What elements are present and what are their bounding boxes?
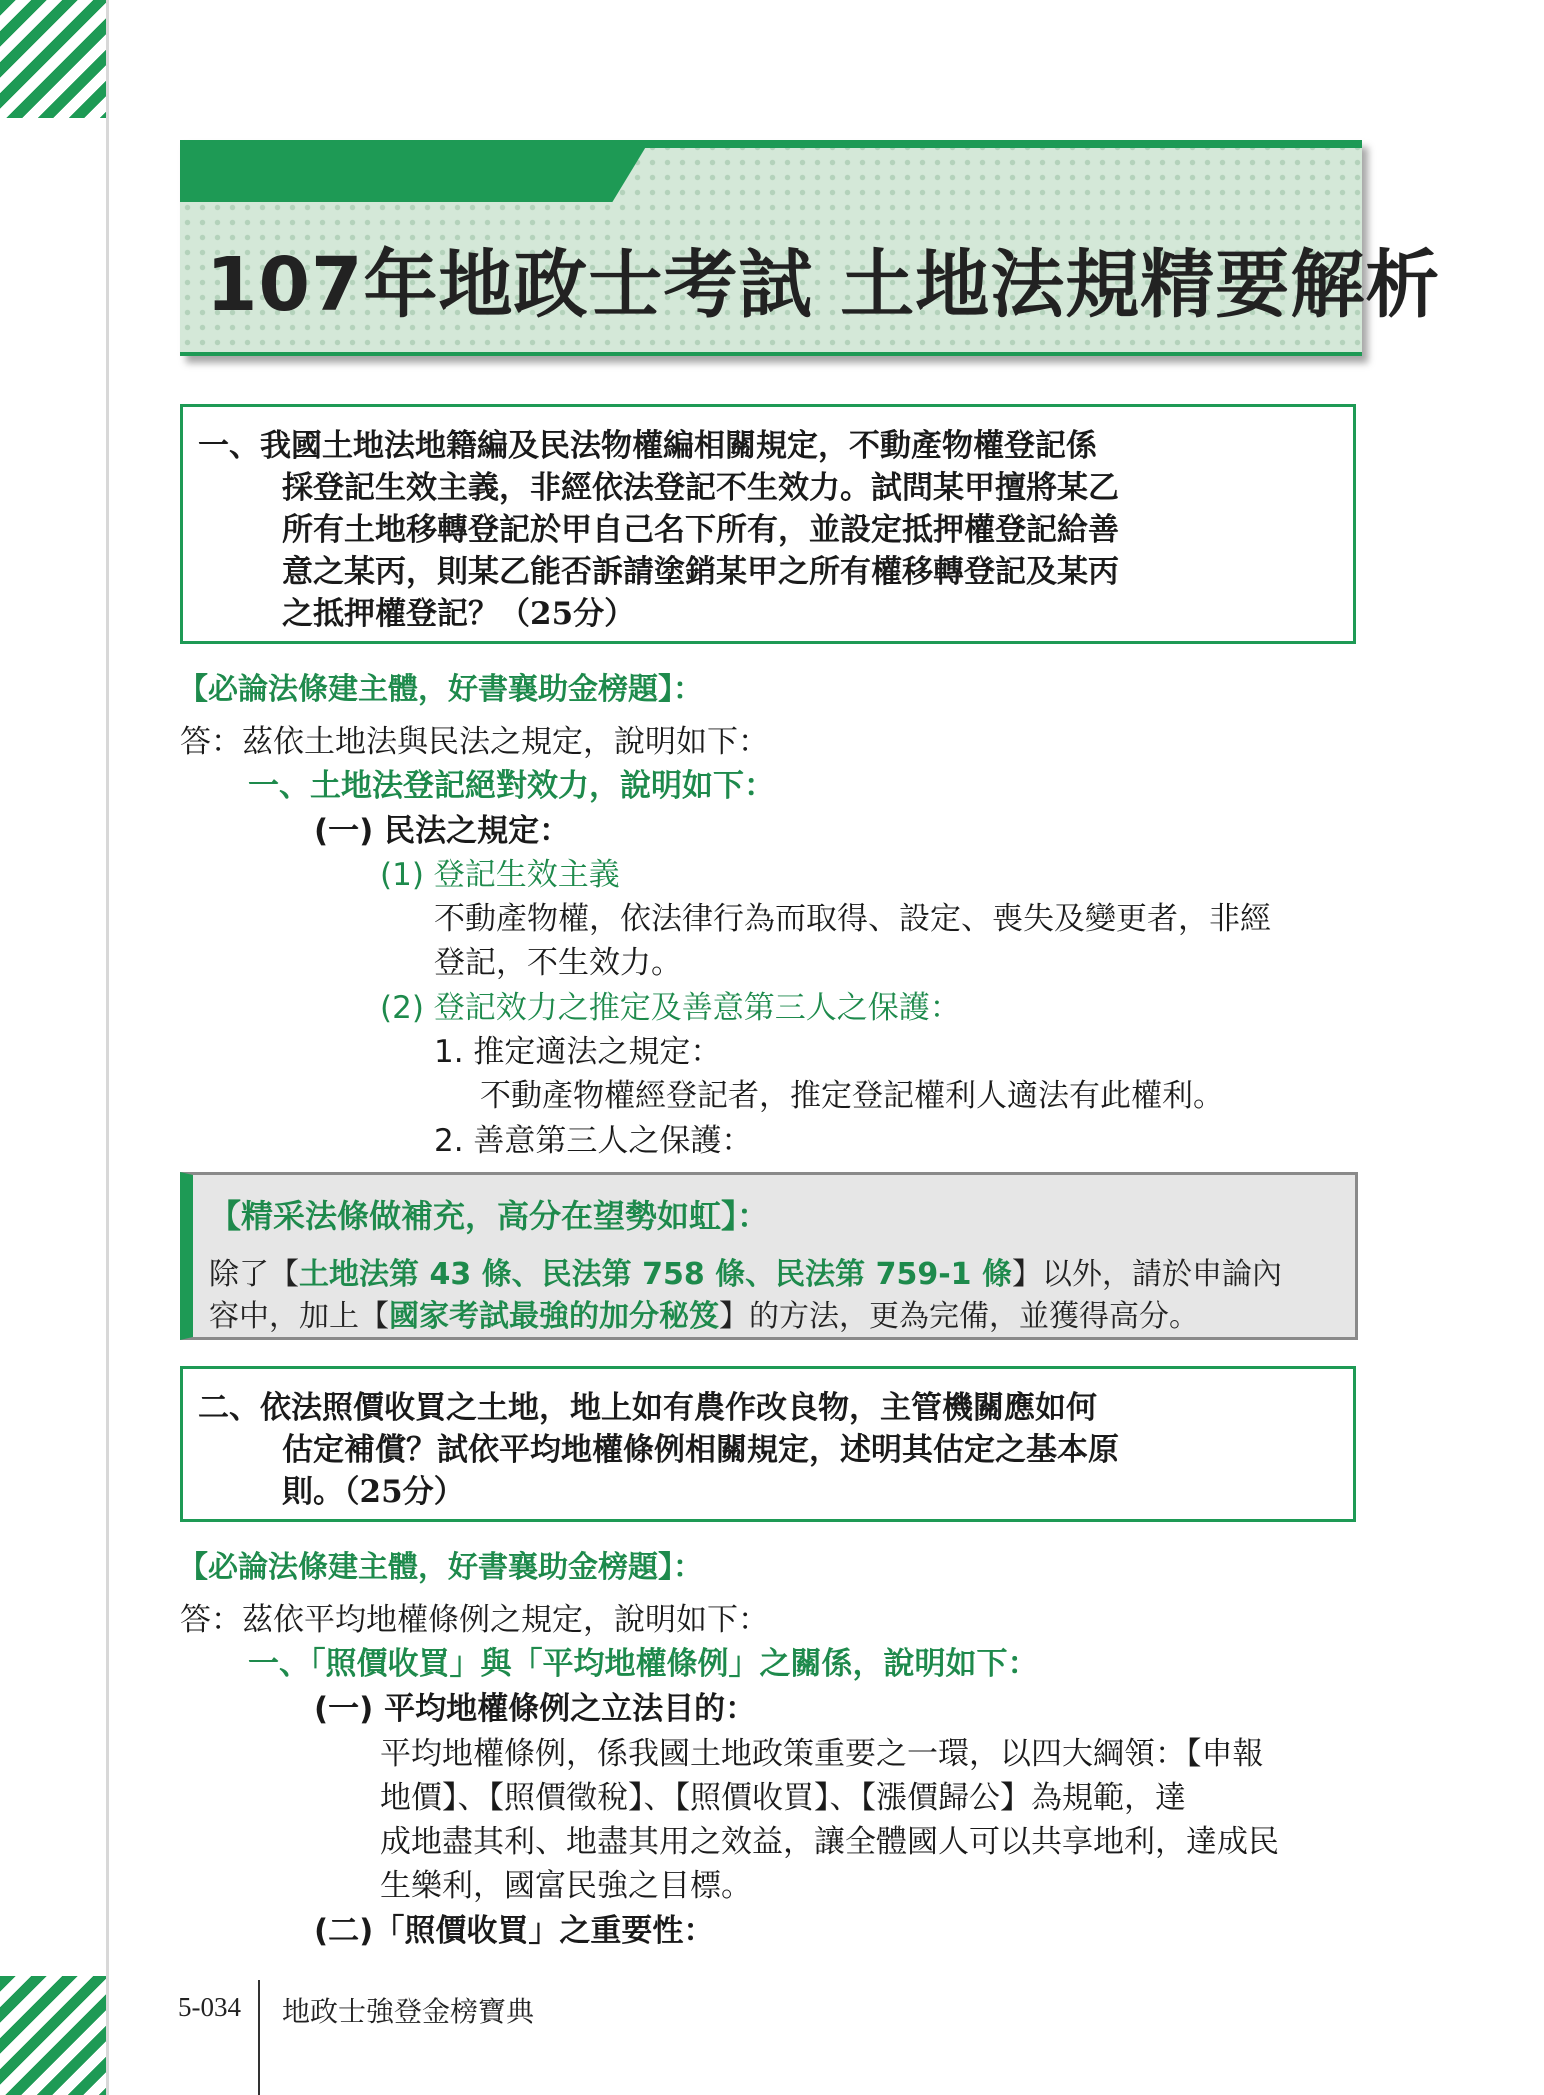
answer-2-subsection: (一) 平均地權條例之立法目的： xyxy=(314,1691,757,1727)
supplement-note-box xyxy=(180,1172,1358,1340)
answer-2-subsection: (二)「照價收買」之重要性： xyxy=(314,1913,715,1949)
question-2-line: 二、依法照價收買之土地，地上如有農作改良物，主管機關應如何 xyxy=(198,1390,1097,1426)
answer-2-body: 生樂利，國富民強之目標。 xyxy=(380,1868,752,1904)
book-title: 地政士強登金榜寶典 xyxy=(282,1995,535,2028)
page-title: 107年地政士考試 土地法規精要解析 xyxy=(206,242,1441,328)
page-number: 5-034 xyxy=(178,1992,241,2022)
question-2-line: 則。（25分） xyxy=(282,1474,465,1510)
note-line: 除了【土地法第 43 條、民法第 758 條、民法第 759-1 條】以外，請於申論內 xyxy=(209,1257,1282,1292)
question-1-line: 一、我國土地法地籍編及民法物權編相關規定，不動產物權登記係 xyxy=(198,428,1097,464)
footer-divider xyxy=(258,1980,260,2095)
answer-1-subsection: (一) 民法之規定： xyxy=(314,813,571,849)
answer-1-heading: 【必論法條建主體，好書襄助金榜題】： xyxy=(178,672,703,707)
page-margin-line xyxy=(106,0,109,2095)
title-banner xyxy=(180,140,1441,356)
note-highlight: 國家考試最強的加分秘笈 xyxy=(389,1299,719,1334)
decorative-stripe-top xyxy=(0,0,106,118)
question-2-line: 估定補償？試依平均地權條例相關規定，述明其估定之基本原 xyxy=(282,1432,1119,1468)
note-line: 容中，加上【國家考試最強的加分秘笈】的方法，更為完備，並獲得高分。 xyxy=(209,1299,1199,1334)
question-1-line: 之抵押權登記？（25分） xyxy=(282,596,636,632)
answer-2-intro: 答：茲依平均地權條例之規定，說明如下： xyxy=(180,1602,769,1638)
answer-2-body: 地價】、【照價徵稅】、【照價收買】、【漲價歸公】為規範，達 xyxy=(380,1780,1186,1816)
note-highlight: 土地法第 43 條、民法第 758 條、民法第 759-1 條 xyxy=(299,1257,1012,1292)
answer-1-item-body: 不動產物權，依法律行為而取得、設定、喪失及變更者，非經 xyxy=(434,901,1271,937)
answer-1-subitem-body: 不動產物權經登記者，推定登記權利人適法有此權利。 xyxy=(480,1078,1224,1114)
answer-2-body: 成地盡其利、地盡其用之效益，讓全體國人可以共享地利，達成民 xyxy=(380,1824,1279,1860)
answer-1-subitem-title: 1. 推定適法之規定： xyxy=(434,1034,722,1070)
question-1-line: 所有土地移轉登記於甲自己名下所有，並設定抵押權登記給善 xyxy=(282,512,1119,548)
question-1-line: 意之某丙，則某乙能否訴請塗銷某甲之所有權移轉登記及某丙 xyxy=(282,554,1119,590)
answer-1-item-title: (1) 登記生效主義 xyxy=(380,857,620,893)
answer-1-subitem-title: 2. 善意第三人之保護： xyxy=(434,1123,753,1159)
answer-1-item-body: 登記，不生效力。 xyxy=(434,945,682,981)
answer-2-body: 平均地權條例，係我國土地政策重要之一環，以四大綱領：【申報 xyxy=(380,1736,1264,1772)
answer-1-section: 一、土地法登記絕對效力，說明如下： xyxy=(248,768,775,804)
answer-2-heading: 【必論法條建主體，好書襄助金榜題】： xyxy=(178,1550,703,1585)
answer-2-section: 一、「照價收買」與「平均地權條例」之關係，說明如下： xyxy=(248,1646,1039,1682)
question-1-line: 採登記生效主義，非經依法登記不生效力。試問某甲擅將某乙 xyxy=(282,470,1119,506)
note-heading: 【精采法條做補充，高分在望勢如虹】： xyxy=(209,1197,770,1235)
decorative-stripe-bottom xyxy=(0,1976,106,2095)
title-tab xyxy=(180,140,650,202)
answer-1-item-title: (2) 登記效力之推定及善意第三人之保護： xyxy=(380,990,961,1026)
answer-1-intro: 答：茲依土地法與民法之規定，說明如下： xyxy=(180,724,769,760)
